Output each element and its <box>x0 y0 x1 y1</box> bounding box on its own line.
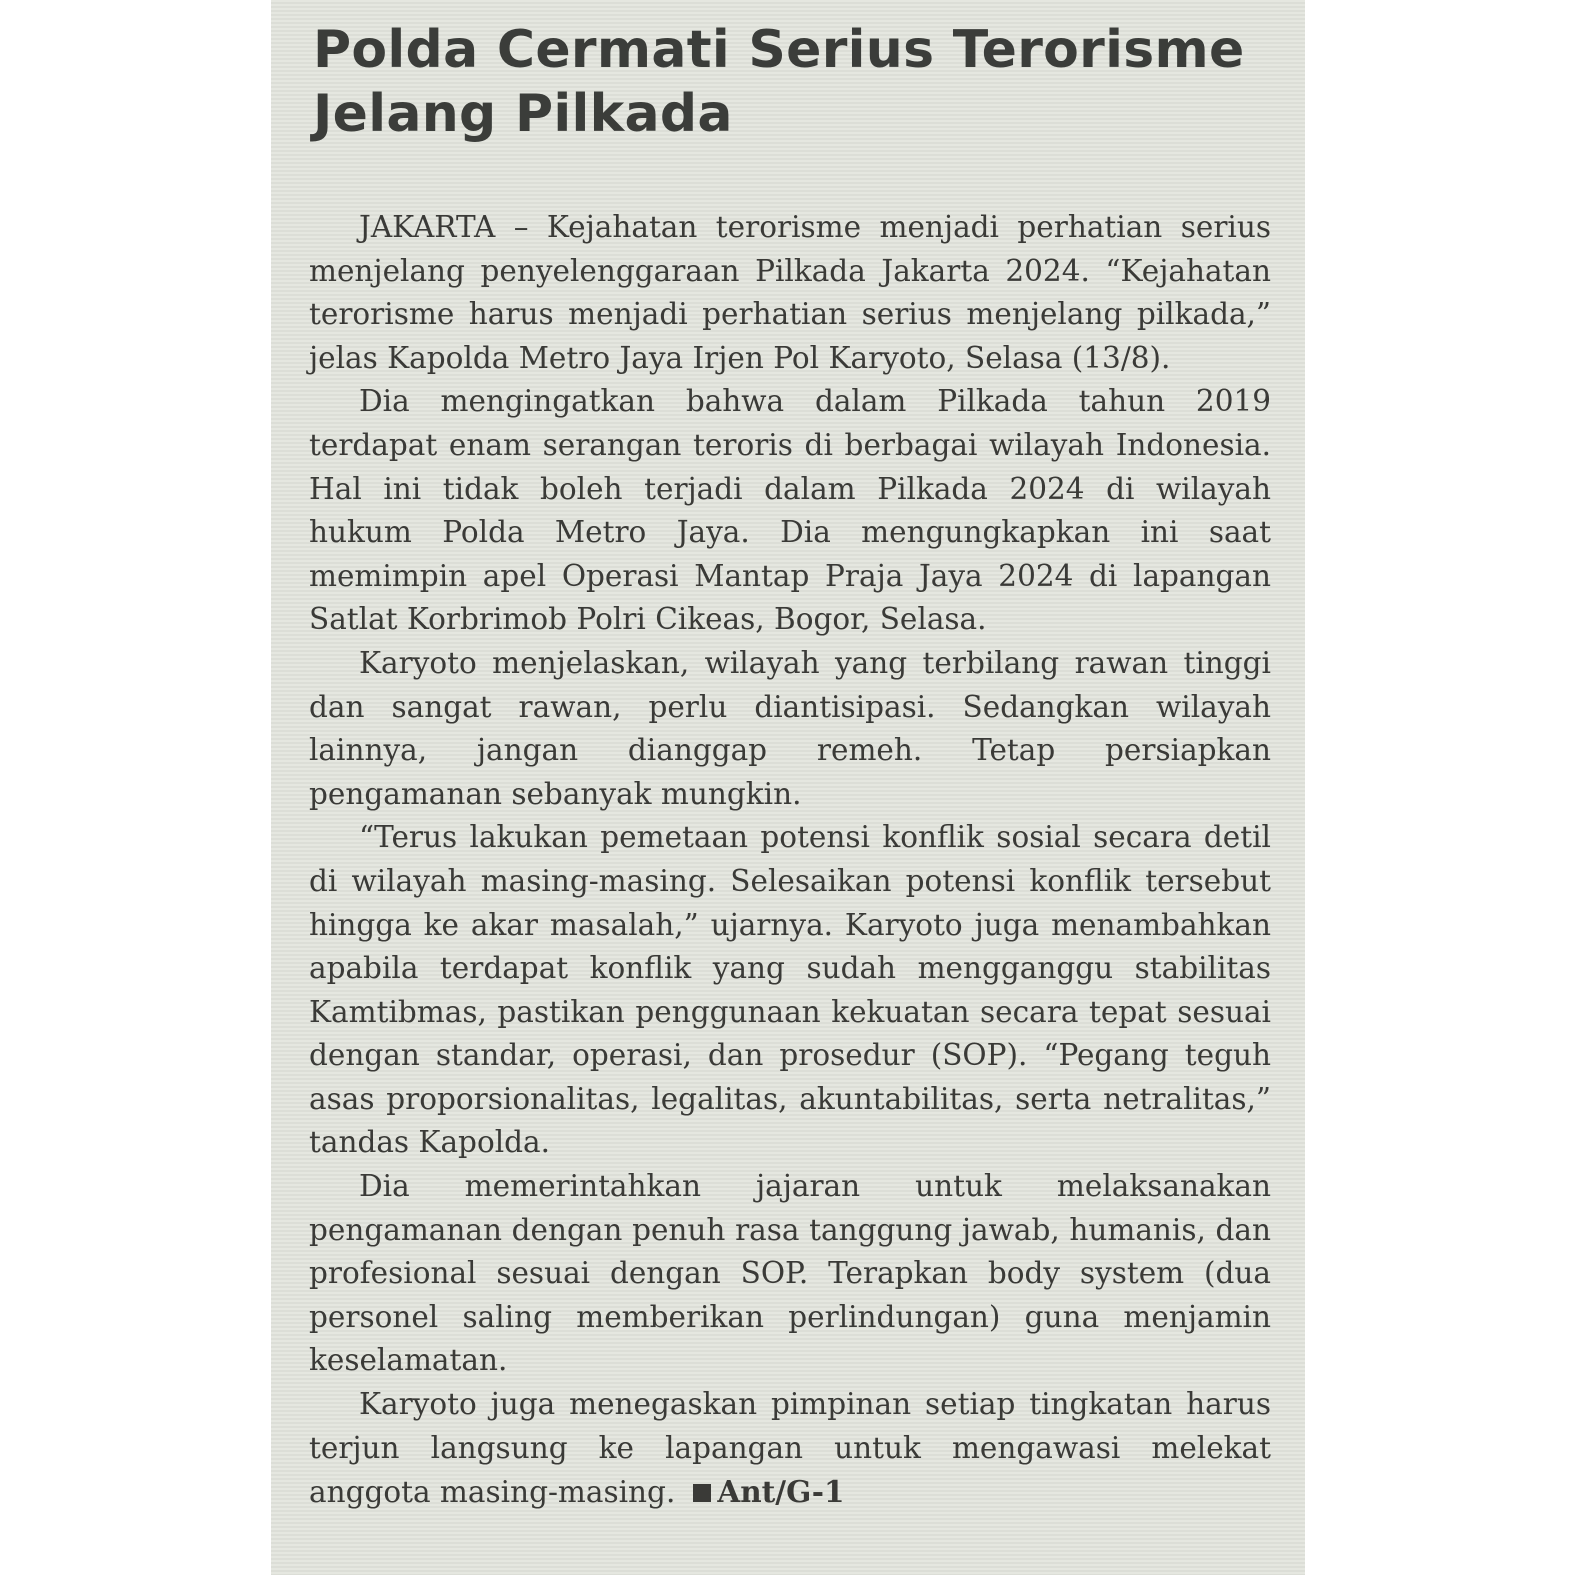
newspaper-clipping <box>271 0 1305 1575</box>
article-paragraph-4: “Terus lakukan pemetaan potensi konflik sosial secara detil di wilayah masing-masing. Selesaikan potensi konflik tersebut hingga ke akar masalah,” ujarnya. Karyoto juga menambahkan apabila terdapat konflik yang sudah mengganggu stabilitas Kamtibmas, pastikan penggunaan kekuatan secara tepat sesuai dengan standar, operasi, dan prosedur (SOP). “Pegang teguh asas proporsionalitas, legalitas, akuntabilitas, serta netralitas,” tandas Kapolda. <box>309 820 1271 1160</box>
article-body <box>309 206 1271 1515</box>
last-paragraph-text: Karyoto juga menegaskan pimpinan setiap tingkatan harus terjun langsung ke lapangan untuk mengawasi melekat anggota masing-masing. <box>309 1387 1271 1510</box>
end-square-icon <box>693 1484 711 1502</box>
article-paragraph-1: JAKARTA – Kejahatan terorisme menjadi perhatian serius menjelang penyelenggaraan Pilkada Jakarta 2024. “Kejahatan terorisme harus menjadi perhatian serius menjelang pilkada,” jelas Kapolda Metro Jaya Irjen Pol Karyoto, Selasa (13/8). <box>309 210 1271 375</box>
article-headline: Polda Cermati Serius Terorisme Jelang Pilkada <box>313 20 1245 144</box>
article-paragraph-6 <box>309 1383 1271 1515</box>
article-paragraph-2: Dia mengingatkan bahwa dalam Pilkada tahun 2019 terdapat enam serangan teroris di berbagai wilayah Indonesia. Hal ini tidak boleh terjadi dalam Pilkada 2024 di wilayah hukum Polda Metro Jaya. Dia mengungkapkan ini saat memimpin apel Operasi Mantap Praja Jaya 2024 di lapangan Satlat Korbrimob Polri Cikeas, Bogor, Selasa. <box>309 384 1271 637</box>
article-paragraph-3: Karyoto menjelaskan, wilayah yang terbilang rawan tinggi dan sangat rawan, perlu diantisipasi. Sedangkan wilayah lainnya, jangan dianggap remeh. Tetap persiapkan pengamanan sebanyak mungkin. <box>309 645 1271 811</box>
article-paragraph-5: Dia memerintahkan jajaran untuk melaksanakan pengamanan dengan penuh rasa tanggung jawab, humanis, dan profesional sesuai dengan SOP. Terapkan body system (dua personel saling memberikan perlindungan) guna menjamin keselamatan. <box>309 1169 1271 1378</box>
byline-sign-off: Ant/G-1 <box>717 1474 845 1510</box>
